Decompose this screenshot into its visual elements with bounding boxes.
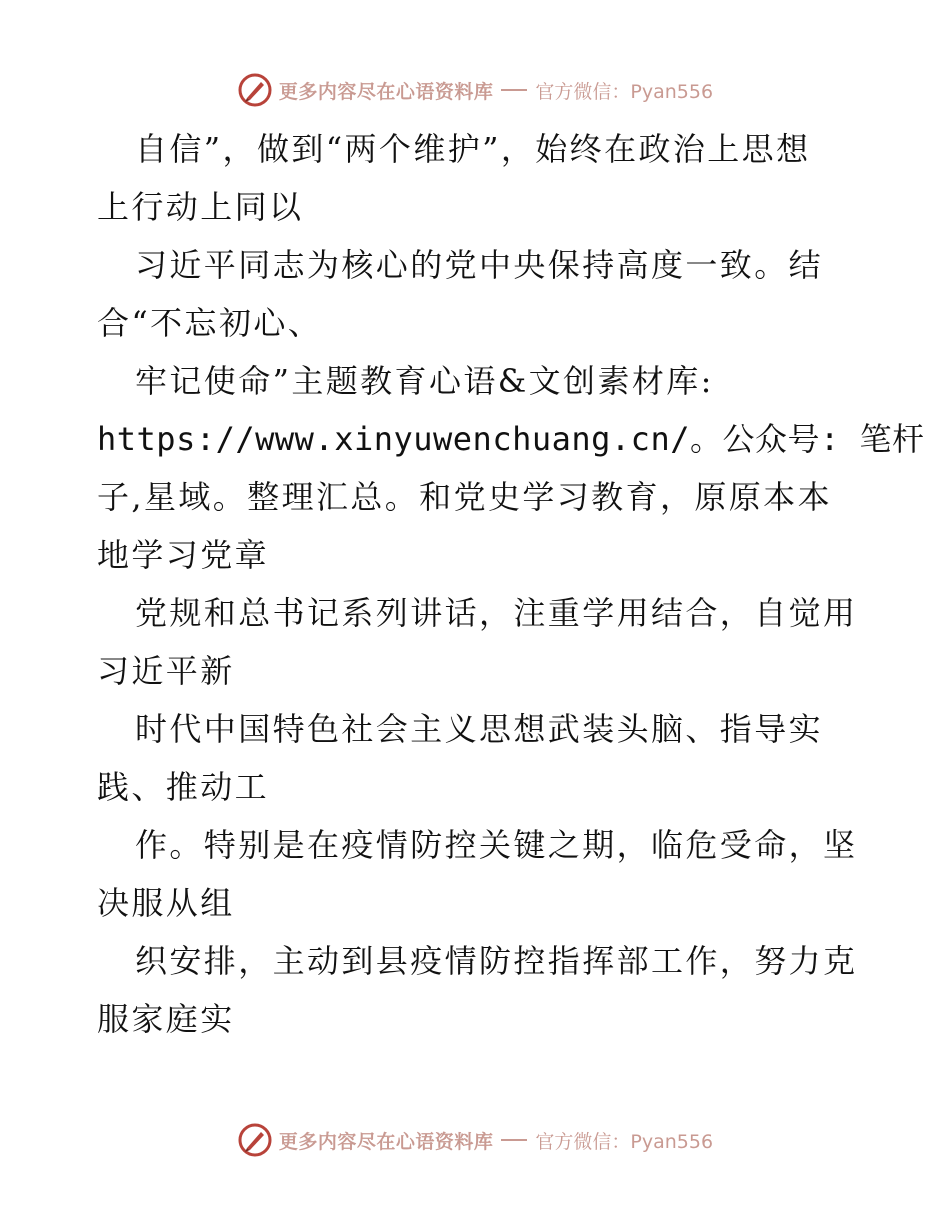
body-line-8: 地学习党章	[97, 536, 270, 574]
body-line-7: 子,星域。整理汇总。和党史学习教育，原原本本	[97, 478, 832, 516]
header-banner-dash	[501, 89, 527, 91]
body-line-15: 织安排，主动到县疫情防控指挥部工作，努力克	[135, 942, 858, 980]
footer-banner-main: 更多内容尽在心语资料库	[278, 1130, 494, 1153]
footer-banner-tail: 官方微信：Pyan556	[535, 1130, 714, 1153]
body-line-6-url: https://www.xinyuwenchuang.cn/。公众号: 笔杆	[97, 420, 925, 458]
header-banner-tail: 官方微信：Pyan556	[535, 80, 714, 103]
body-line-16: 服家庭实	[97, 1000, 235, 1038]
footer-banner-dash	[501, 1139, 527, 1141]
body-line-10: 习近平新	[97, 652, 235, 690]
body-line-12: 践、推动工	[97, 768, 270, 806]
quill-logo-icon	[237, 72, 273, 108]
document-body	[97, 120, 925, 1048]
header-banner-main: 更多内容尽在心语资料库	[278, 80, 494, 103]
header-banner	[0, 70, 950, 110]
body-line-2: 上行动上同以	[97, 188, 304, 226]
body-line-11: 时代中国特色社会主义思想武装头脑、指导实	[135, 710, 824, 748]
body-line-5: 牢记使命”主题教育心语&文创素材库:	[135, 362, 714, 400]
body-line-3: 习近平同志为核心的党中央保持高度一致。结	[135, 246, 824, 284]
body-line-13: 作。特别是在疫情防控关键之期，临危受命，坚	[135, 826, 858, 864]
body-line-9: 党规和总书记系列讲话，注重学用结合，自觉用	[135, 594, 858, 632]
body-line-4: 合“不忘初心、	[97, 304, 323, 342]
body-line-1: 自信”，做到“两个维护”，始终在政治上思想	[135, 130, 811, 168]
footer-banner	[0, 1120, 950, 1160]
body-line-14: 决服从组	[97, 884, 235, 922]
quill-logo-icon	[237, 1122, 273, 1158]
